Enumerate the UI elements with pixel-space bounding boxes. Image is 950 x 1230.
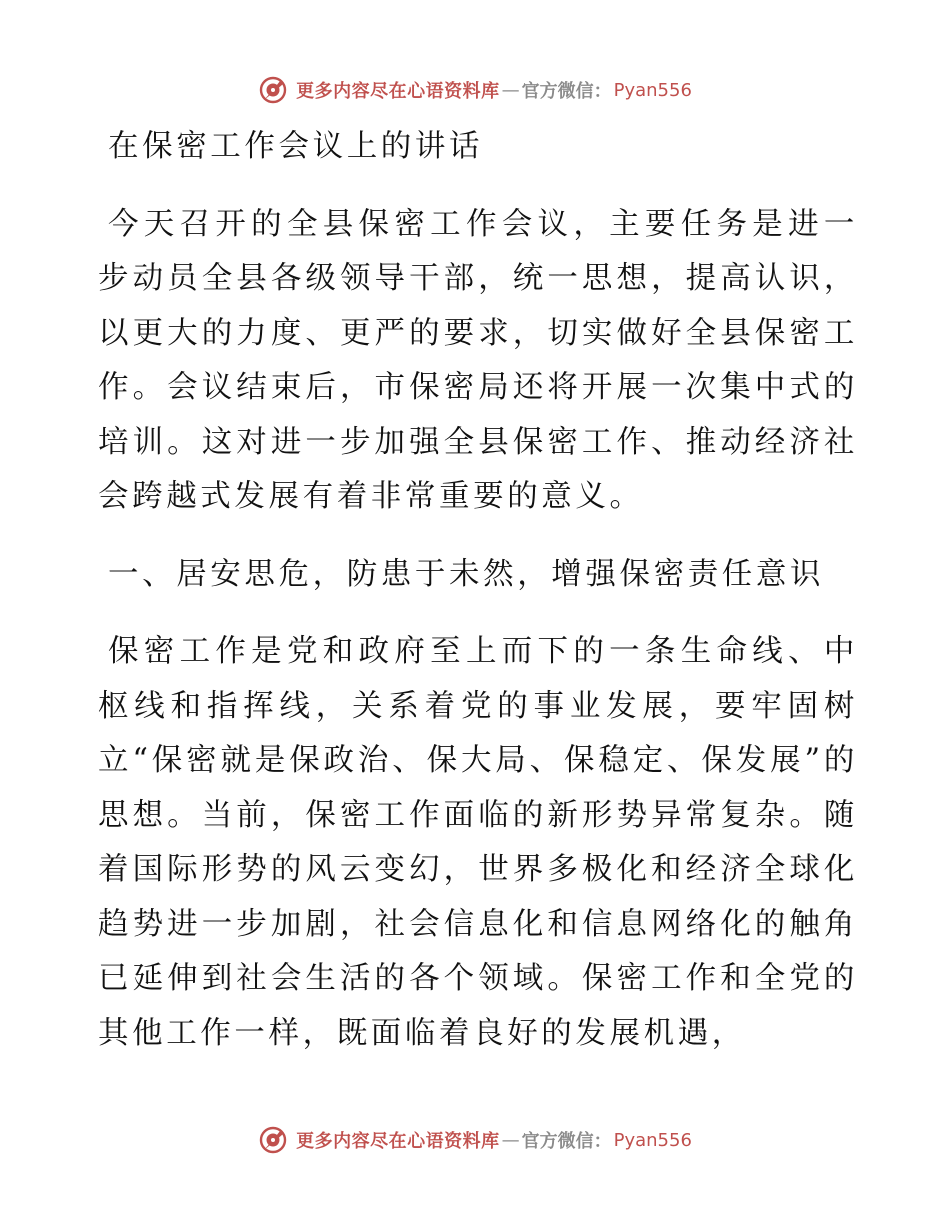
document-title: 在保密工作会议上的讲话 — [108, 129, 484, 164]
watermark-dash: — — [501, 79, 520, 101]
watermark-dash: — — [501, 1129, 520, 1151]
section-heading: 一、居安思危，防患于未然，增强保密责任意识 — [108, 556, 825, 592]
paragraph-intro: 今天召开的全县保密工作会议，主要任务是进一步动员全县各级领导干部，统一思想，提高认识，以更大的力度、更严的要求，切实做好全县保密工作。会议结束后，市保密局还将开展一次集中式的培训。这对进一步加强全县保密工作、推动经济社会跨越式发展有着非常重要的意义。 — [98, 206, 858, 514]
watermark-main-text: 更多内容尽在心语资料库 — [296, 81, 500, 102]
watermark-main-text: 更多内容尽在心语资料库 — [296, 1131, 500, 1152]
watermark-wechat-id: Pyan556 — [613, 1129, 692, 1151]
footer-watermark — [0, 1122, 950, 1158]
pen-nib-seal-icon — [258, 75, 288, 105]
pen-nib-seal-icon — [258, 1125, 288, 1155]
watermark-wechat-id: Pyan556 — [613, 79, 692, 101]
document-body — [98, 120, 858, 1061]
paragraph-body: 保密工作是党和政府至上而下的一条生命线、中枢线和指挥线，关系着党的事业发展，要牢固树立“保密就是保政治、保大局、保稳定、保发展”的思想。当前，保密工作面临的新形势异常复杂。随着国际形势的风云变幻，世界多极化和经济全球化趋势进一步加剧，社会信息化和信息网络化的触角已延伸到社会生活的各个领域。保密工作和全党的其他工作一样，既面临着良好的发展机遇， — [98, 634, 858, 1051]
header-watermark — [0, 72, 950, 108]
watermark-label: 官方微信： — [521, 81, 612, 102]
watermark-label: 官方微信： — [521, 1131, 612, 1152]
